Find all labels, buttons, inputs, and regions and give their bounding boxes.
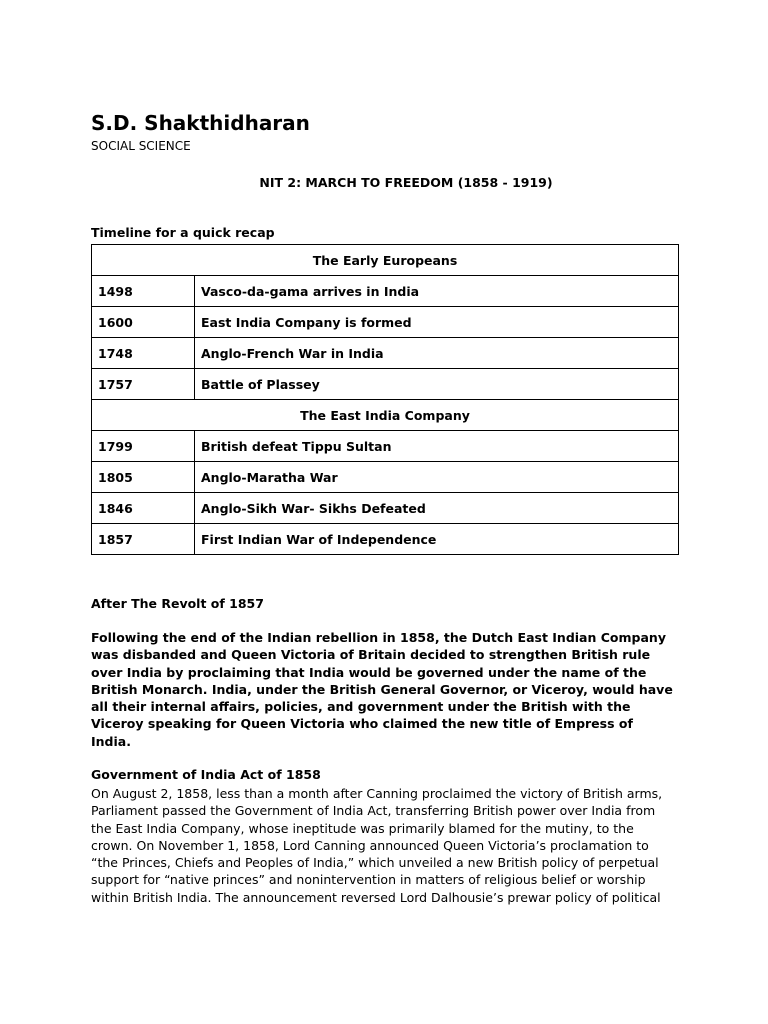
revolt-heading: After The Revolt of 1857 [91, 596, 264, 611]
event-cell: British defeat Tippu Sultan [195, 431, 679, 462]
year-cell: 1600 [92, 307, 195, 338]
event-cell: Battle of Plassey [195, 369, 679, 400]
paragraph-line: support for “native princes” and nonintervention in matters of religious belief or worship [91, 872, 646, 888]
year-cell: 1799 [92, 431, 195, 462]
author-name: S.D. Shakthidharan [91, 111, 310, 135]
table-section-row [92, 400, 679, 431]
paragraph-line: Parliament passed the Government of India Act, transferring British power over India from [91, 803, 656, 819]
paragraph-line: India. [91, 733, 131, 749]
table-row [92, 276, 679, 307]
year-cell: 1757 [92, 369, 195, 400]
event-cell: Anglo-French War in India [195, 338, 679, 369]
table-row [92, 338, 679, 369]
paragraph-line: over India by proclaiming that India would be governed under the name of the [91, 664, 647, 680]
subject-label: SOCIAL SCIENCE [91, 139, 191, 153]
table-row [92, 307, 679, 338]
paragraph-line: was disbanded and Queen Victoria of Britain decided to strengthen British rule [91, 647, 651, 663]
year-cell: 1748 [92, 338, 195, 369]
event-cell: East India Company is formed [195, 307, 679, 338]
table-row [92, 462, 679, 493]
paragraph-line: “the Princes, Chiefs and Peoples of India,” which unveiled a new British policy of perpetual [91, 855, 659, 871]
paragraph-line: all their internal affairs, policies, and government under the British with the [91, 699, 631, 715]
paragraph-line: Viceroy speaking for Queen Victoria who claimed the new title of Empress of [91, 716, 633, 732]
table-row [92, 493, 679, 524]
event-cell: Vasco-da-gama arrives in India [195, 276, 679, 307]
year-cell: 1846 [92, 493, 195, 524]
act-paragraph [91, 785, 687, 906]
table-section-row [92, 245, 679, 276]
year-cell: 1805 [92, 462, 195, 493]
paragraph-line: British Monarch. India, under the British General Governor, or Viceroy, would have [91, 681, 673, 697]
paragraph-line: crown. On November 1, 1858, Lord Canning announced Queen Victoria’s proclamation to [91, 837, 649, 853]
paragraph-line: within British India. The announcement reversed Lord Dalhousie’s prewar policy of political [91, 889, 661, 905]
table-row [92, 524, 679, 555]
section-title: The Early Europeans [92, 245, 679, 276]
year-cell: 1498 [92, 276, 195, 307]
timeline-table [91, 244, 679, 555]
event-cell: Anglo-Sikh War- Sikhs Defeated [195, 493, 679, 524]
paragraph-line: Following the end of the Indian rebellion in 1858, the Dutch East Indian Company [91, 630, 666, 645]
timeline-label: Timeline for a quick recap [91, 225, 275, 240]
event-cell: Anglo-Maratha War [195, 462, 679, 493]
revolt-paragraph [91, 629, 685, 750]
act-heading: Government of India Act of 1858 [91, 767, 321, 782]
unit-title: NIT 2: MARCH TO FREEDOM (1858 - 1919) [259, 175, 553, 190]
table-row [92, 431, 679, 462]
section-title: The East India Company [92, 400, 679, 431]
table-row [92, 369, 679, 400]
year-cell: 1857 [92, 524, 195, 555]
event-cell: First Indian War of Independence [195, 524, 679, 555]
paragraph-line: On August 2, 1858, less than a month after Canning proclaimed the victory of British arms, [91, 786, 663, 801]
paragraph-line: the East India Company, whose ineptitude was primarily blamed for the mutiny, to the [91, 820, 634, 836]
